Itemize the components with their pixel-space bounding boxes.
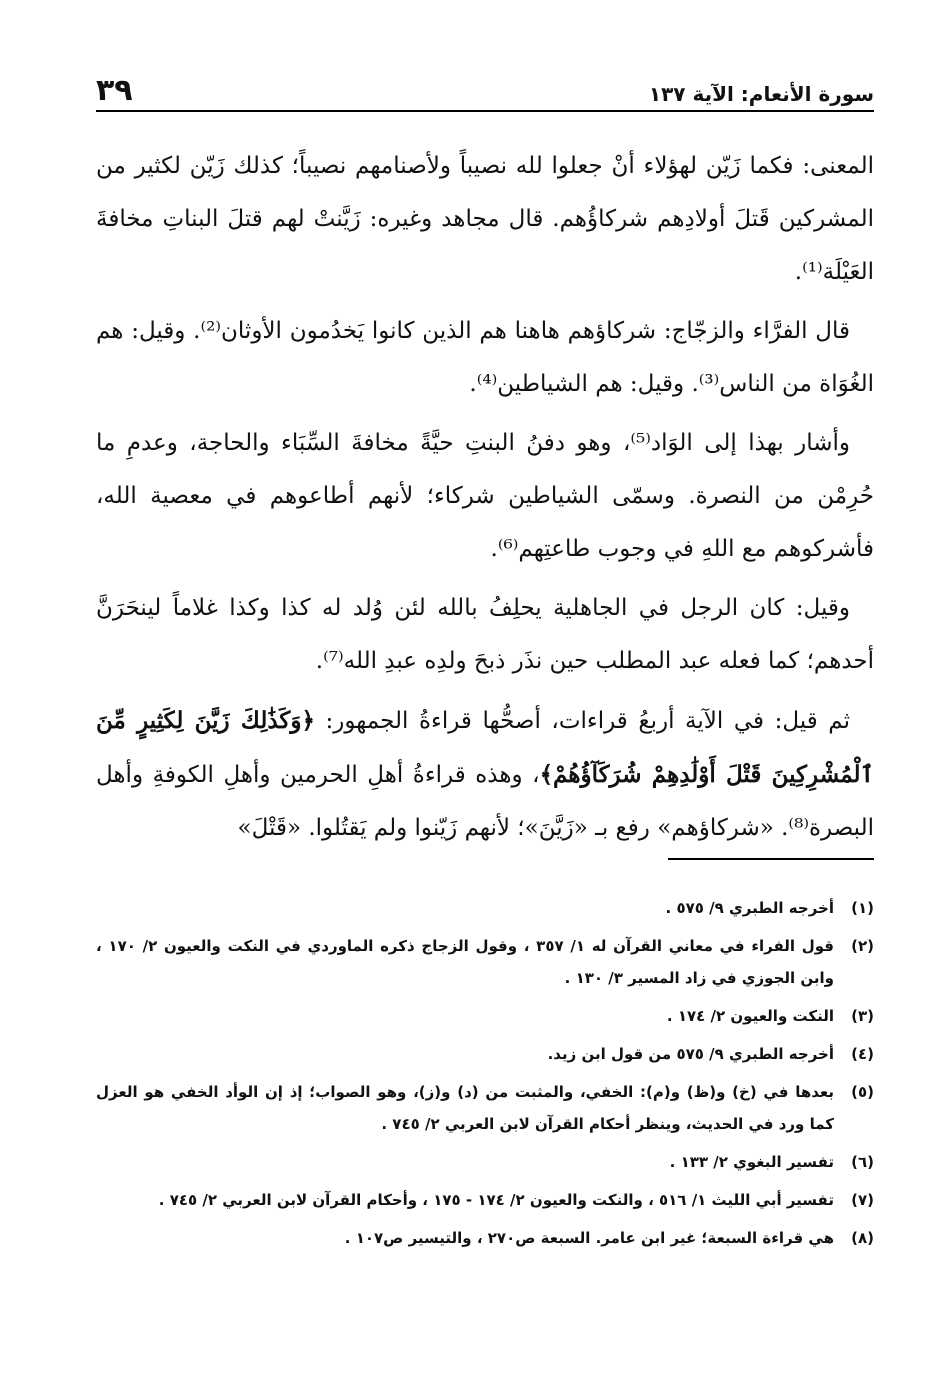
page-number: ٣٩ <box>96 73 133 108</box>
paragraph-text: ثم قيل: في الآية أربعُ قراءات، أصحُّها قراءةُ الجمهور: <box>314 708 850 734</box>
footnote <box>96 1222 874 1254</box>
footnote-text: تفسير البغوي ٢/ ١٣٣ . <box>669 1153 834 1171</box>
footnote <box>96 1146 874 1178</box>
footnote-number: (٤) <box>851 1045 874 1063</box>
footnote-number: (٥) <box>851 1083 874 1101</box>
footnote-number: (٨) <box>851 1229 874 1247</box>
footnotes <box>96 892 874 1260</box>
footnote <box>96 930 874 994</box>
footnote-divider <box>668 858 874 860</box>
footnote <box>96 1184 874 1216</box>
main-text <box>96 140 874 861</box>
footnote-number: (٢) <box>851 937 874 955</box>
paragraph: وأشار بهذا إلى الوَاد⁽⁵⁾، وهو دفنُ البنتِ حيَّةً مخافةَ السِّبَاء والحاجة، وعدمِ ما حُرِمْن من النصرة. وسمّى الشياطين شركاء؛ لأنهم أطاعوهم في معصية الله، فأشركوهم مع اللهِ في وجوب طاعتِهم⁽⁶⁾. <box>96 430 874 562</box>
footnote-number: (٣) <box>851 1007 874 1025</box>
footnote-number: (٧) <box>851 1191 874 1209</box>
footnote <box>96 1000 874 1032</box>
paragraph: قال الفرَّاء والزجّاج: شركاؤهم هاهنا هم الذين كانوا يَخدُمون الأوثان⁽²⁾. وقيل: هم الغُوَاة من الناس⁽³⁾. وقيل: هم الشياطين⁽⁴⁾. <box>96 318 874 397</box>
paragraph: وقيل: كان الرجل في الجاهلية يحلِفُ بالله لئن وُلد له كذا وكذا غلاماً لينحَرَنَّ أحدهم؛ كما فعله عبد المطلب حين نذَر ذبحَ ولدِه عبدِ الله⁽⁷⁾. <box>96 595 874 674</box>
footnote <box>96 892 874 924</box>
footnote <box>96 1038 874 1070</box>
footnote-text: النكت والعيون ٢/ ١٧٤ . <box>666 1007 834 1025</box>
footnote-text: قول الفراء في معاني القرآن له ١/ ٣٥٧ ، وقول الزجاج ذكره الماوردي في النكت والعيون ٢/ ١٧٠ ، وابن الجوزي في زاد المسير ٣/ ١٣٠ . <box>96 937 835 987</box>
footnote-text: تفسير أبي الليث ١/ ٥١٦ ، والنكت والعيون ٢/ ١٧٤ - ١٧٥ ، وأحكام القرآن لابن العربي ٢/ ٧٤٥ . <box>158 1191 834 1209</box>
footnote <box>96 1076 874 1140</box>
footnote-number: (٦) <box>851 1153 874 1171</box>
page-header <box>96 62 874 112</box>
footnote-text: أخرجه الطبري ٩/ ٥٧٥ من قول ابن زيد. <box>547 1045 834 1063</box>
paragraph-text: ، وهذه قراءةُ أهلِ الحرمين وأهلِ الكوفةِ وأهل البصرة⁽⁸⁾. «شركاؤهم» رفع بـ «زَيَّنَ»؛ لأنهم زَيّنوا ولم يَقتُلوا. «قَتْلَ» <box>96 762 874 841</box>
footnote-text: أخرجه الطبري ٩/ ٥٧٥ . <box>665 899 834 917</box>
quran-verse: ﴿وَكَذَٰلِكَ زَيَّنَ لِكَثِيرٍ مِّنَ ٱلْمُشْرِكِينَ قَتْلَ أَوْلَٰدِهِمْ شُرَكَآؤُهُمْ﴾ <box>96 707 874 788</box>
footnote-text: هي قراءة السبعة؛ غير ابن عامر. السبعة ص٢٧٠ ، والتيسير ص١٠٧ . <box>344 1229 834 1247</box>
running-title: سورة الأنعام: الآية ١٣٧ <box>648 82 874 106</box>
footnote-number: (١) <box>851 899 874 917</box>
paragraph: المعنى: فكما زَيّن لهؤلاء أنْ جعلوا لله نصيباً ولأصنامهم نصيباً؛ كذلك زَيّن لكثير من المشركين قَتلَ أولادِهم شركاؤُهم. قال مجاهد وغيره: زَيَّنتْ لهم قتلَ البناتِ مخافةَ العَيْلَة⁽¹⁾. <box>96 153 874 285</box>
paragraph <box>96 694 874 855</box>
footnote-text: بعدها في (خ) و(ظ) و(م): الخفي، والمثبت من (د) و(ز)، وهو الصواب؛ إذ إن الوأد الخفي هو العزل كما ورد في الحديث، وينظر أحكام القرآن لابن العربي ٢/ ٧٤٥ . <box>96 1083 834 1133</box>
